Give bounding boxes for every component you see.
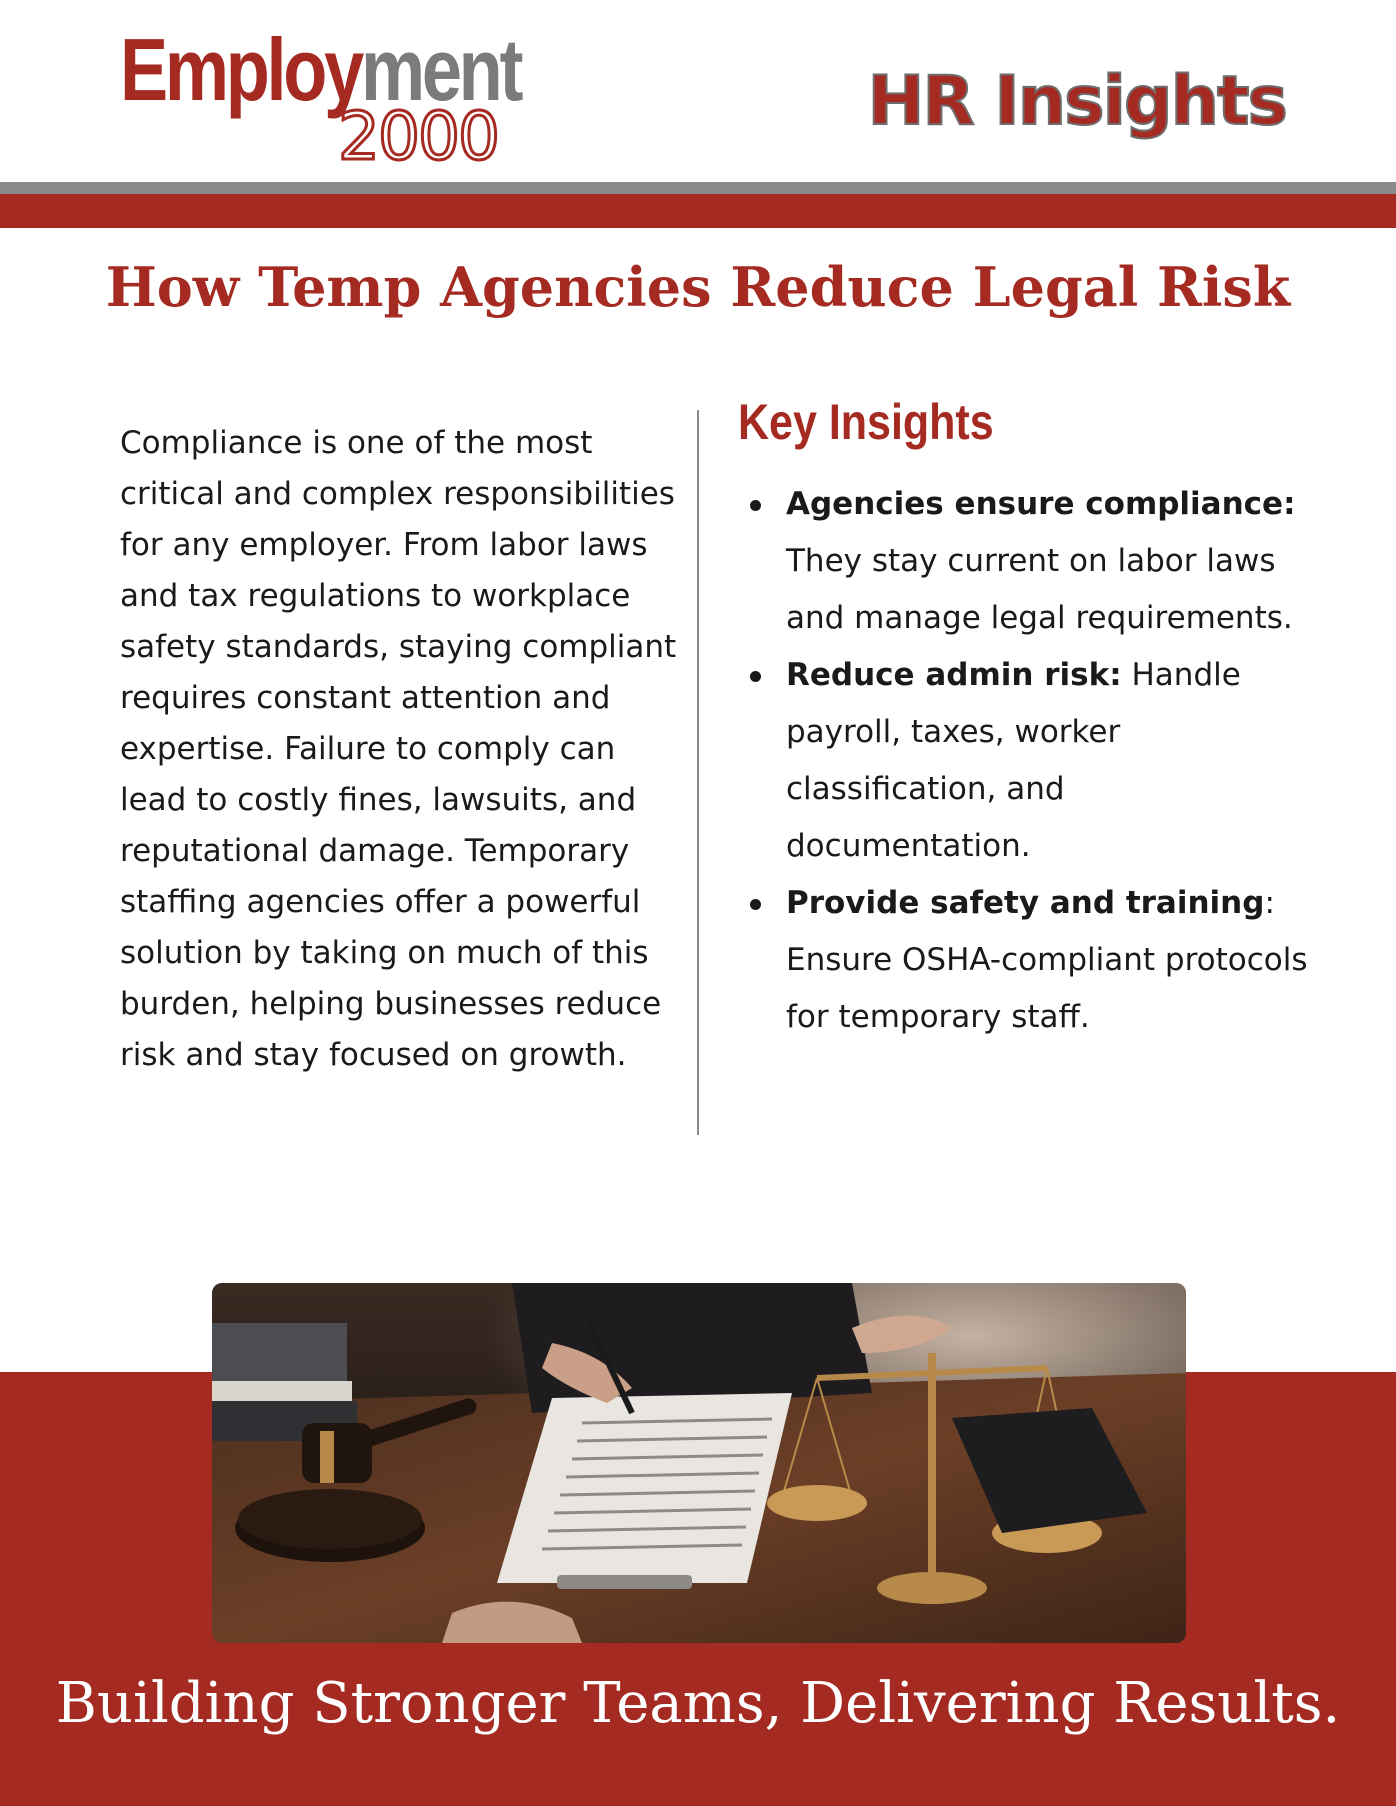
list-item bbox=[748, 647, 1308, 875]
insight-label: Reduce admin risk: bbox=[786, 657, 1122, 693]
logo-number: 2000 bbox=[338, 98, 498, 175]
list-item bbox=[748, 476, 1308, 647]
key-insights-list bbox=[748, 476, 1308, 1046]
employment-2000-logo bbox=[120, 20, 540, 175]
intro-paragraph: Compliance is one of the most critical and complex responsibilities for any employer. From labor laws and tax regulations to workplace safety standards, staying compliant requires constant attention and expertise. Failure to comply can lead to costly fines, lawsuits, and reputational damage. Temporary staffing agencies offer a powerful solution by taking on much of this burden, helping businesses reduce risk and stay focused on growth. bbox=[120, 425, 677, 1073]
insight-text: Handle payroll, taxes, worker classification, and documentation. bbox=[786, 657, 1241, 864]
insight-text: They stay current on labor laws and manage legal requirements. bbox=[786, 543, 1293, 636]
insight-label: Agencies ensure compliance: bbox=[786, 486, 1296, 522]
header-divider-red bbox=[0, 194, 1396, 228]
page-title: How Temp Agencies Reduce Legal Risk bbox=[105, 255, 1291, 319]
insight-label: Provide safety and training bbox=[786, 885, 1265, 921]
footer-tagline: Building Stronger Teams, Delivering Results. bbox=[55, 1671, 1341, 1736]
insight-text: : Ensure OSHA-compliant protocols for temporary staff. bbox=[786, 885, 1308, 1035]
header-divider-gray bbox=[0, 182, 1396, 194]
column-divider bbox=[697, 410, 699, 1135]
legal-desk-photo bbox=[212, 1283, 1186, 1643]
logo-wordmark: Employment bbox=[120, 20, 521, 119]
list-item bbox=[748, 875, 1308, 1046]
section-label: HR Insights bbox=[867, 62, 1286, 141]
key-insights-heading: Key Insights bbox=[738, 394, 994, 450]
